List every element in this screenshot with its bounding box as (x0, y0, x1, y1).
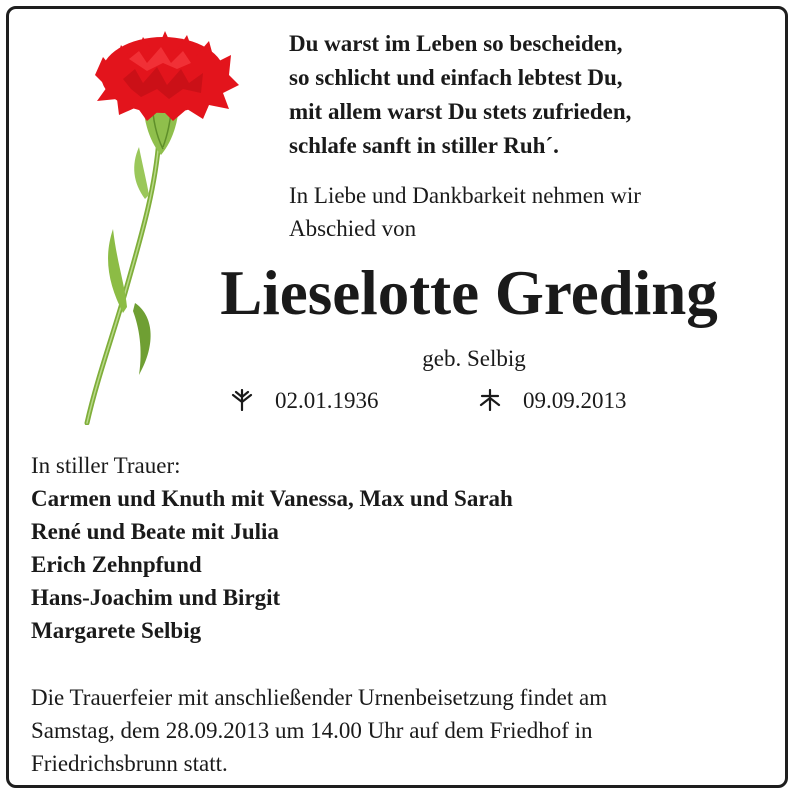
life-dates (231, 383, 691, 419)
death-date-group (479, 383, 627, 419)
death-date: 09.09.2013 (523, 388, 627, 413)
funeral-line: Friedrichsbrunn statt. (31, 751, 228, 776)
funeral-line: Samstag, dem 28.09.2013 um 14.00 Uhr auf dem Friedhof in (31, 718, 593, 743)
mourner-name: René und Beate mit Julia (31, 519, 279, 544)
funeral-line: Die Trauerfeier mit anschließender Urnenbeisetzung findet am (31, 685, 608, 710)
deceased-name: Lieselotte Greding (220, 258, 718, 328)
mourners-caption: In stiller Trauer: (31, 453, 181, 478)
memorial-poem (289, 27, 779, 163)
death-cross-icon (479, 389, 501, 411)
red-carnation-icon (73, 23, 253, 425)
farewell-intro (289, 179, 779, 245)
poem-line: schlafe sanft in stiller Ruh´. (289, 133, 559, 158)
maiden-name: geb. Selbig (422, 346, 526, 371)
poem-line: so schlicht und einfach lebtest Du, (289, 65, 623, 90)
mourner-name: Hans-Joachim und Birgit (31, 585, 281, 610)
poem-line: mit allem warst Du stets zufrieden, (289, 99, 632, 124)
mourner-name: Erich Zehnpfund (31, 552, 202, 577)
mourners-list (31, 449, 771, 647)
funeral-info (31, 681, 781, 780)
obituary-notice (6, 6, 788, 788)
mourner-name: Carmen und Knuth mit Vanessa, Max und Sarah (31, 486, 513, 511)
intro-line: Abschied von (289, 216, 417, 241)
birth-date: 02.01.1936 (275, 388, 379, 413)
mourner-name: Margarete Selbig (31, 618, 202, 643)
poem-line: Du warst im Leben so bescheiden, (289, 31, 623, 56)
intro-line: In Liebe und Dankbarkeit nehmen wir (289, 183, 641, 208)
birth-star-icon (231, 389, 253, 411)
birth-date-group (231, 383, 379, 419)
